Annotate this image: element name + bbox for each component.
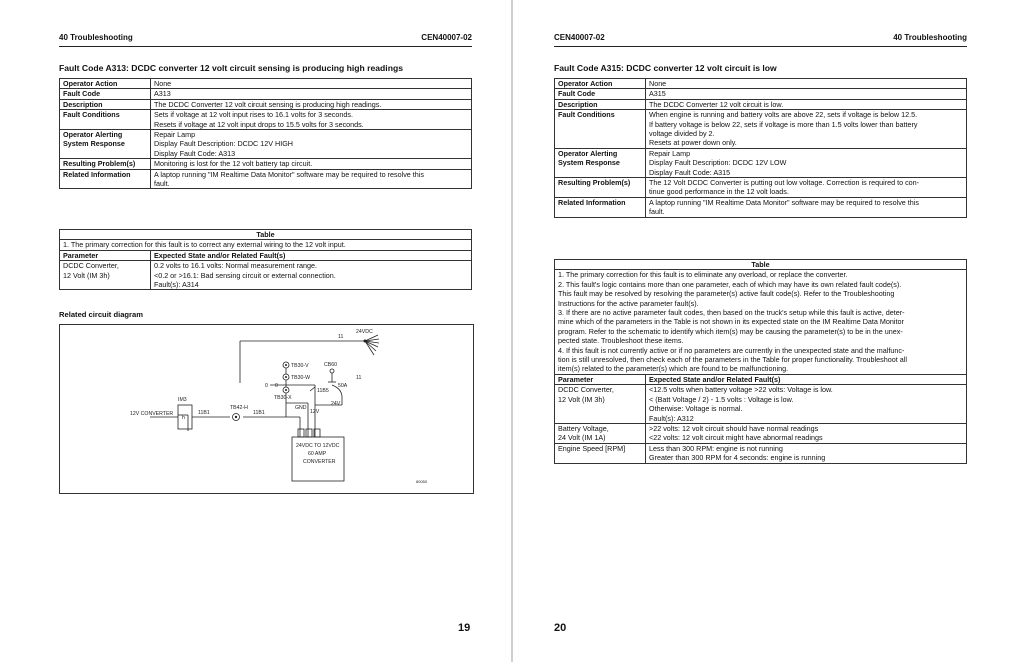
info-value: Monitoring is lost for the 12 volt battery tap circuit. bbox=[151, 159, 472, 169]
info-row bbox=[555, 197, 967, 217]
table-title: Table bbox=[555, 260, 967, 270]
parameter-table bbox=[59, 229, 472, 290]
header-section: 40 Troubleshooting bbox=[59, 33, 133, 42]
info-value: Sets if voltage at 12 volt input rises to 16.1 volts for 3 seconds. Resets if voltage at 12 volt input drops to 15.5 volts for 3 seconds. bbox=[151, 110, 472, 130]
expected-cell: <12.5 volts when battery voltage >22 volts: Voltage is low. < (Batt Voltage / 2) - 1.5 volts : Voltage is low. Otherwise: Voltage is normal. Fault(s): A312 bbox=[646, 385, 967, 424]
fault-info-table bbox=[59, 78, 472, 189]
info-label: Operator Alerting System Response bbox=[555, 148, 646, 177]
label-wire-11b5: 11B5 bbox=[317, 388, 329, 394]
label-wire-11b1-b: 11B1 bbox=[253, 410, 265, 416]
label-box-line2: 60 AMP bbox=[308, 451, 327, 457]
label-tb30x: TB30-X bbox=[274, 395, 292, 401]
info-label: Operator Action bbox=[555, 79, 646, 89]
header-rule bbox=[554, 46, 967, 47]
parameter-header: Parameter bbox=[60, 250, 151, 260]
expected-header: Expected State and/or Related Fault(s) bbox=[151, 250, 472, 260]
info-label: Description bbox=[555, 99, 646, 109]
table-title-row bbox=[555, 260, 967, 270]
label-50a: 50A bbox=[338, 383, 348, 389]
parameter-header: Parameter bbox=[555, 374, 646, 384]
info-label: Related Information bbox=[555, 197, 646, 217]
info-row bbox=[60, 110, 472, 130]
info-value: When engine is running and battery volts are above 22, sets if voltage is below 12.5. If battery voltage is below 22, sets if voltage is more than 1.5 volts lower than battery voltage divided by 2. Resets at power down only. bbox=[646, 110, 967, 149]
table-note: 1. The primary correction for this fault is to correct any external wiring to the 12 volt input. bbox=[60, 240, 472, 250]
table-note: 1. The primary correction for this fault is to eliminate any overload, or replace the converter. 2. This fault's logic contains more than one parameter, each of which may have its own related fault code(s). This fault may be resolved by resolving the parameter(s) active fault code(s). Refer to the Troubleshooting Instructions for the active parameter fault(s). 3. If there are no active parameter fault codes, then based on the truck's setup while this fault is active, deter- mine which of the parameters in the Table is not shown in its expected state on the IM Realtime Data Monitor program. Refer to the schematic to identify which item(s) may be causing the parameter(s) to be in the unex- pected state. Troubleshoot these items. 4. If this fault is not currently active or if no parameters are currently in the unexpected state and the malfunc- tion is still unresolved, then check each of the parameters in the Table for proper functionality. Troubleshoot all item(s) related to the parameter(s) which are found to be malfunctioning. bbox=[555, 270, 967, 374]
info-row bbox=[60, 159, 472, 169]
label-12v: 12V bbox=[310, 409, 320, 415]
info-row bbox=[555, 148, 967, 177]
info-value: None bbox=[646, 79, 967, 89]
table-row bbox=[60, 261, 472, 290]
label-12v-converter: 12V CONVERTER bbox=[130, 411, 174, 417]
page-number: 20 bbox=[554, 622, 567, 634]
info-value: Repair Lamp Display Fault Description: DCDC 12V HIGH Display Fault Code: A313 bbox=[151, 130, 472, 159]
table-title: Table bbox=[60, 230, 472, 240]
label-im3: IM3 bbox=[178, 397, 187, 403]
table-note-row bbox=[60, 240, 472, 250]
info-row bbox=[555, 178, 967, 198]
info-row bbox=[555, 110, 967, 149]
info-row bbox=[60, 169, 472, 189]
info-label: Resulting Problem(s) bbox=[60, 159, 151, 169]
info-label: Operator Action bbox=[60, 79, 151, 89]
parameter-cell: DCDC Converter, 12 Volt (IM 3h) bbox=[555, 385, 646, 424]
info-row bbox=[555, 99, 967, 109]
parameter-cell: DCDC Converter, 12 Volt (IM 3h) bbox=[60, 261, 151, 290]
info-row bbox=[555, 89, 967, 99]
label-tb42h: TB42-H bbox=[230, 405, 248, 411]
label-wire-11: 11 bbox=[338, 334, 344, 340]
info-value: The 12 Volt DCDC Converter is putting out low voltage. Correction is required to con- tinue good performance in the 12 volt loads. bbox=[646, 178, 967, 198]
label-wire-11-right: 11 bbox=[356, 375, 362, 381]
info-row bbox=[60, 99, 472, 109]
right-page bbox=[513, 0, 1024, 662]
expected-cell: Less than 300 RPM: engine is not running Greater than 300 RPM for 4 seconds: engine is running bbox=[646, 443, 967, 463]
info-value: Repair Lamp Display Fault Description: DCDC 12V LOW Display Fault Code: A315 bbox=[646, 148, 967, 177]
page-number: 19 bbox=[458, 622, 471, 634]
expected-cell: >22 volts: 12 volt circuit should have normal readings <22 volts: 12 volt circuit might have abnormal readings bbox=[646, 423, 967, 443]
label-cb60: CB60 bbox=[324, 362, 337, 368]
header-doc-number: CEN40007-02 bbox=[421, 33, 472, 42]
info-row bbox=[60, 130, 472, 159]
info-value: A313 bbox=[151, 89, 472, 99]
info-value: A315 bbox=[646, 89, 967, 99]
info-label: Related Information bbox=[60, 169, 151, 189]
info-value: A laptop running "IM Realtime Data Monitor" software may be required to resolve this fault. bbox=[151, 169, 472, 189]
circuit-diagram bbox=[59, 324, 474, 494]
expected-cell: 0.2 volts to 16.1 volts: Normal measurement range. <0.2 or >16.1: Bad sensing circuit or external connection. Fault(s): A314 bbox=[151, 261, 472, 290]
left-page bbox=[0, 0, 511, 662]
parameter-cell: Engine Speed [RPM] bbox=[555, 443, 646, 463]
info-label: Fault Conditions bbox=[60, 110, 151, 130]
parameter-cell: Battery Voltage, 24 Volt (IM 1A) bbox=[555, 423, 646, 443]
header-rule bbox=[59, 46, 472, 47]
header-doc-number: CEN40007-02 bbox=[554, 33, 605, 42]
info-label: Operator Alerting System Response bbox=[60, 130, 151, 159]
label-wire-11b1-a: 11B1 bbox=[198, 410, 210, 416]
info-label: Description bbox=[60, 99, 151, 109]
label-box-line1: 24VDC TO 12VDC bbox=[296, 443, 340, 449]
label-tb30v: TB30-V bbox=[291, 363, 309, 369]
table-note-row bbox=[555, 270, 967, 374]
label-zero-1: 0 bbox=[265, 383, 268, 389]
table-row bbox=[555, 443, 967, 463]
fault-title: Fault Code A313: DCDC converter 12 volt circuit sensing is producing high readings bbox=[59, 63, 403, 73]
info-label: Fault Code bbox=[60, 89, 151, 99]
info-value: The DCDC Converter 12 volt circuit sensing is producing high readings. bbox=[151, 99, 472, 109]
fault-title: Fault Code A315: DCDC converter 12 volt circuit is low bbox=[554, 63, 777, 73]
label-h: h bbox=[182, 415, 185, 421]
figure-number: 80050 bbox=[416, 479, 428, 484]
expected-header: Expected State and/or Related Fault(s) bbox=[646, 374, 967, 384]
table-header-row bbox=[60, 250, 472, 260]
label-gnd: GND bbox=[295, 405, 307, 411]
label-tb30w: TB30-W bbox=[291, 375, 311, 381]
circuit-diagram-svg bbox=[60, 325, 473, 493]
info-row bbox=[60, 89, 472, 99]
info-row bbox=[555, 79, 967, 89]
info-row bbox=[60, 79, 472, 89]
label-24v: 24V bbox=[331, 401, 341, 407]
label-box-line3: CONVERTER bbox=[303, 459, 336, 465]
info-value: None bbox=[151, 79, 472, 89]
table-row bbox=[555, 385, 967, 424]
info-label: Fault Code bbox=[555, 89, 646, 99]
header-section: 40 Troubleshooting bbox=[893, 33, 967, 42]
table-header-row bbox=[555, 374, 967, 384]
table-title-row bbox=[60, 230, 472, 240]
label-zero-2: 0 bbox=[275, 383, 278, 389]
fault-info-table bbox=[554, 78, 967, 218]
label-24vdc: 24VDC bbox=[356, 329, 373, 335]
diagram-title: Related circuit diagram bbox=[59, 310, 143, 319]
info-label: Fault Conditions bbox=[555, 110, 646, 149]
info-label: Resulting Problem(s) bbox=[555, 178, 646, 198]
parameter-table bbox=[554, 259, 967, 464]
table-row bbox=[555, 423, 967, 443]
info-value: The DCDC Converter 12 volt circuit is low. bbox=[646, 99, 967, 109]
info-value: A laptop running "IM Realtime Data Monitor" software may be required to resolve this fault. bbox=[646, 197, 967, 217]
